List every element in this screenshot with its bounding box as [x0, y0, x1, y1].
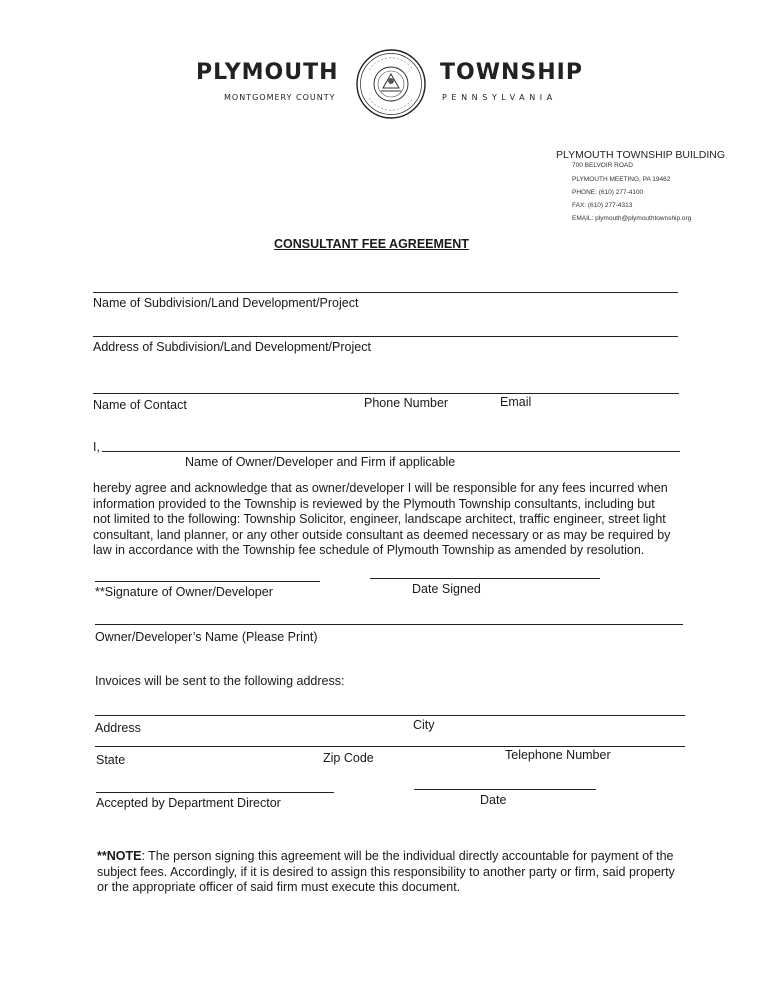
agreement-line: not limited to the following: Township Solicitor, engineer, landscape architect, traffic engineer, street light — [93, 512, 666, 526]
project-address-line[interactable] — [93, 336, 678, 337]
note-text: : The person signing this agreement will be the individual directly accountable for payment of the — [141, 849, 674, 863]
building-name: PLYMOUTH TOWNSHIP BUILDING — [556, 149, 725, 161]
owner-name-label: Name of Owner/Developer and Firm if applicable — [185, 455, 456, 469]
agreement-line: information provided to the Township is reviewed by the Plymouth Township consultants, including but — [93, 496, 655, 511]
date-signed-line[interactable] — [370, 578, 600, 579]
phone-info: PHONE: (610) 277-4100 — [572, 189, 644, 196]
street-address: 700 BELVOIR ROAD — [572, 162, 633, 169]
invoices-note: Invoices will be sent to the following address: — [95, 674, 345, 688]
note-line: or the appropriate officer of said firm must execute this document. — [97, 880, 461, 894]
brand-pennsylvania: PENNSYLVANIA — [442, 93, 557, 102]
signature-label: **Signature of Owner/Developer — [95, 585, 273, 599]
project-name-label: Name of Subdivision/Land Development/Project — [93, 296, 359, 310]
agreement-line: consultant, land planner, or any other outside consultant as deemed necessary or as may be required by — [93, 527, 671, 542]
director-date-label: Date — [480, 793, 507, 807]
signature-line[interactable] — [95, 581, 320, 582]
agreement-line: hereby agree and acknowledge that as owner/developer I will be responsible for any fees incurred when — [93, 481, 668, 495]
document-title: CONSULTANT FEE AGREEMENT — [274, 237, 469, 251]
owner-name-line[interactable] — [102, 451, 680, 452]
state-label: State — [96, 753, 126, 767]
contact-name-label: Name of Contact — [93, 398, 187, 412]
fax-info: FAX: (610) 277-4313 — [572, 202, 633, 209]
note-label: **NOTE — [97, 849, 142, 863]
brand-township: TOWNSHIP — [440, 60, 583, 85]
project-address-label: Address of Subdivision/Land Development/Project — [93, 340, 371, 354]
director-date-line[interactable] — [414, 789, 596, 790]
date-signed-label: Date Signed — [412, 582, 481, 596]
address-label: Address — [95, 721, 141, 735]
zip-code-label: Zip Code — [323, 751, 374, 765]
agreement-paragraph — [93, 481, 693, 559]
city-state-zip: PLYMOUTH MEETING, PA 19462 — [572, 176, 671, 183]
note-line — [97, 849, 697, 865]
owner-print-name-label: Owner/Developer’s Name (Please Print) — [95, 630, 318, 644]
accepted-by-label: Accepted by Department Director — [96, 796, 281, 810]
note-paragraph — [97, 849, 697, 896]
brand-montgomery-county: MONTGOMERY COUNTY — [224, 93, 336, 102]
email-info: EMAIL: plymouth@plymouthtownship.org — [572, 215, 692, 222]
brand-plymouth: PLYMOUTH — [196, 60, 339, 85]
city-label: City — [413, 718, 435, 732]
note-line: subject fees. Accordingly, if it is desired to assign this responsibility to another party or firm, said property — [97, 864, 675, 879]
owner-print-name-line[interactable] — [95, 624, 683, 625]
email-label: Email — [500, 395, 532, 409]
accepted-by-line[interactable] — [96, 792, 334, 793]
telephone-number-label: Telephone Number — [505, 748, 611, 762]
township-seal-icon — [355, 48, 427, 120]
phone-number-label: Phone Number — [364, 396, 449, 410]
state-zip-phone-line[interactable] — [95, 746, 685, 747]
agreement-line: law in accordance with the Township fee schedule of Plymouth Township as amended by resolution. — [93, 543, 645, 557]
contact-line[interactable] — [93, 393, 679, 394]
project-name-line[interactable] — [93, 292, 678, 293]
i-prefix: I, — [93, 440, 100, 454]
address-city-line[interactable] — [95, 715, 685, 716]
